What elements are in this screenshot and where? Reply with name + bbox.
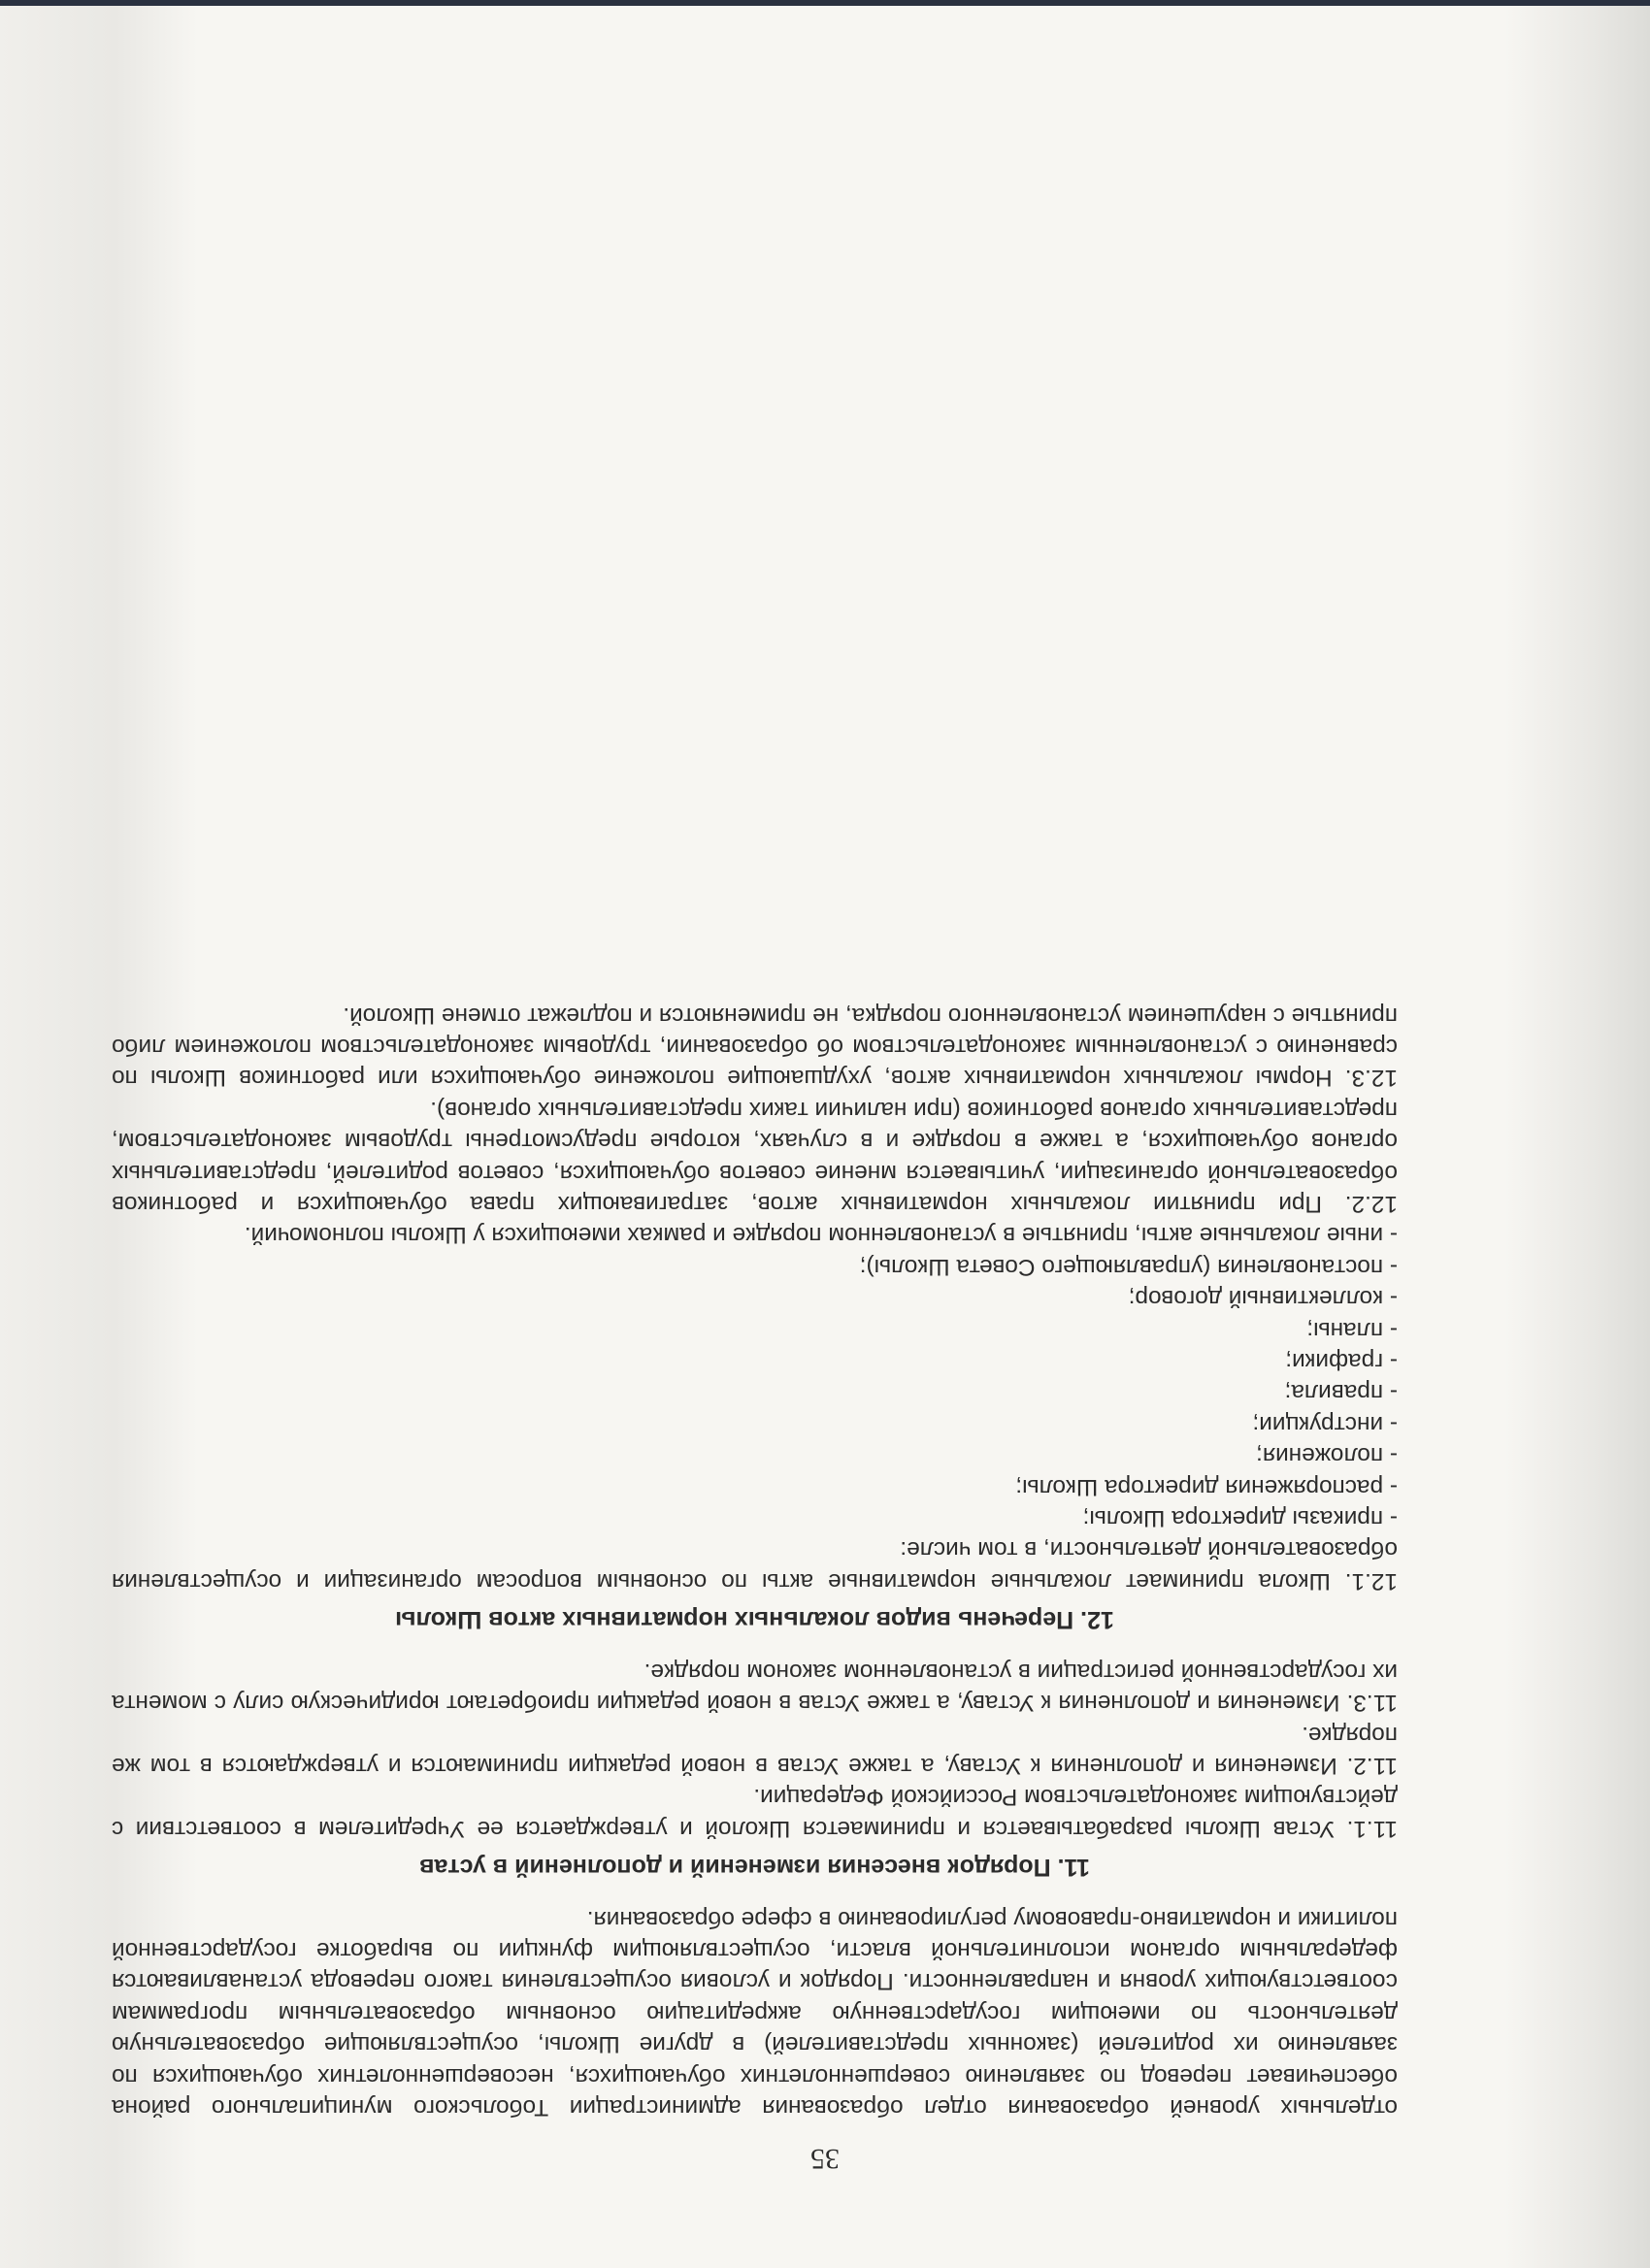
list-item: - правила; xyxy=(1284,1379,1398,1406)
local-acts-list xyxy=(112,1219,1398,1533)
list-item: - распоряжения директора Школы; xyxy=(1015,1473,1398,1500)
list-item: - графики; xyxy=(1285,1348,1398,1375)
section-12-title: 12. Перечень видов локальных нормативных актов Школы xyxy=(395,1606,1114,1634)
scan-edge-shadow xyxy=(1504,0,1650,2268)
list-item: - планы; xyxy=(1306,1316,1398,1343)
list-item: - инструкции; xyxy=(1252,1410,1398,1437)
section-11-paragraph-2: 11.2. Изменения и дополнения к Уставу, а также Устав в новой редакции принимаются и утверждаются в том же порядке. xyxy=(112,1721,1398,1779)
intro-paragraph: отдельных уровней образования отдел образования администрации Тобольского муниципального района обеспечивает перевод по заявлению совершеннолетних обучающихся, несовершеннолетних обучающихся по заявлению их родителей (законных представителей) в другие Школы, осуществляющие образовательную деятельность по имеющим государственную аккредитацию основным образовательным программам соответствующих уровня и направленности. Порядок и условия осуществления такого перевода устанавливаются федеральным органом исполнительной власти, осуществляющим функции по выработке государственной политики и нормативно-правовому регулированию в сфере образования. xyxy=(112,1905,1398,2120)
page-number: 35 xyxy=(810,2143,840,2175)
section-12-paragraph-3: 12.3. Нормы локальных нормативных актов, ухудшающие положение обучающихся или работников Школы по сравнению с установленным законодательством об образовании, трудовым законодательством положением либо принятые с нарушением установленного порядка, не применяются и подлежат отмене Школой. xyxy=(112,1002,1398,1092)
list-item: - иные локальные акты, принятые в установленном порядке и рамках имеющихся у Школы полномочий. xyxy=(244,1222,1398,1249)
section-11-title: 11. Порядок внесения изменений и дополнений в устав xyxy=(419,1854,1090,1882)
document-body xyxy=(112,999,1398,2122)
list-item: - положения; xyxy=(1256,1442,1398,1469)
list-item: - постановления (управляющего Совета Школы); xyxy=(859,1253,1398,1280)
scan-edge-line xyxy=(0,0,1650,6)
section-12-paragraph-2: 12.2. При принятии локальных нормативных актов, затрагивающих права обучающихся и работников образовательной организации, учитывается мнение советов обучающихся, советов родителей, представительных органов обучающихся, а также в порядке и в случаях, которые предусмотрены трудовым законодательством, представительных органов работников (при наличии таких представительных органов). xyxy=(112,1096,1398,1218)
section-11-paragraph-1: 11.1. Устав Школы разрабатывается и принимается Школой и утверждается ее Учредителем в соответствии с действующим законодательством Российской Федерации. xyxy=(112,1784,1398,1842)
list-item: - коллективный договор; xyxy=(1128,1285,1398,1312)
list-item: - приказы директора Школы; xyxy=(1082,1505,1398,1532)
section-11-paragraph-3: 11.3. Изменения и дополнения к Уставу, а также Устав в новой редакции приобретают юридическую силу с момента их государственной регистрации в установленном законом порядке. xyxy=(112,1658,1398,1717)
section-12-paragraph-1: 12.1. Школа принимает локальные нормативные акты по основным вопросам организации и осуществления образовательной деятельности, в том числе: xyxy=(112,1536,1398,1594)
